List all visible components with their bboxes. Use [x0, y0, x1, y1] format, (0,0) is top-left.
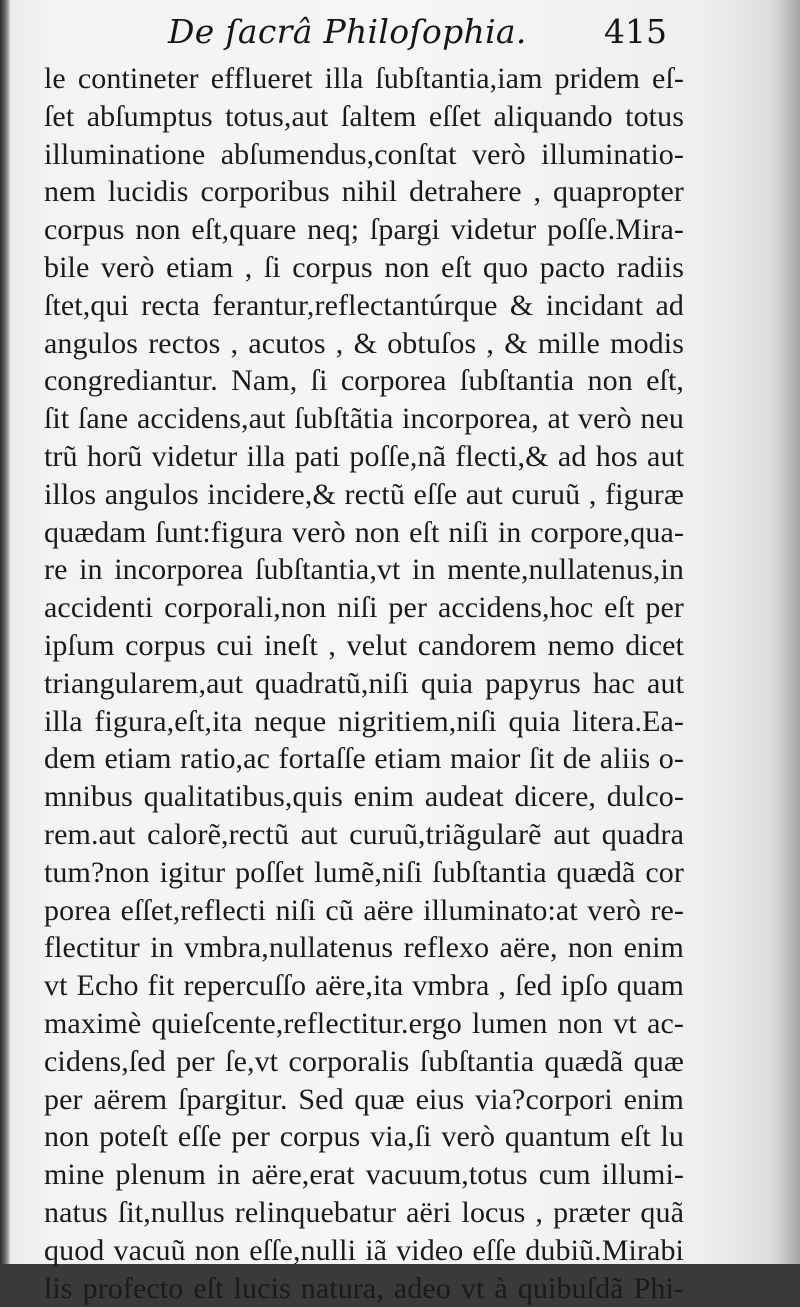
text-line: corpus non eſt,quare neq; ſpargi videtur poſſe.Mira- — [44, 211, 684, 249]
text-line: ſtet,qui recta ferantur,reflectantúrque & incidant ad — [44, 287, 684, 325]
text-line: le contineter efflueret illa ſubſtantia,iam pridem eſ- — [44, 60, 684, 98]
text-line: mine plenum in aëre,erat vacuum,totus cum illumi- — [44, 1156, 684, 1194]
text-line: nem lucidis corporibus nihil detrahere , quapropter — [44, 173, 684, 211]
text-line: vt Echo fit repercuſſo aëre,ita vmbra , ſed ipſo quam — [44, 967, 684, 1005]
text-line: tum?non igitur poſſet lumẽ,niſi ſubſtantia quædã cor — [44, 854, 684, 892]
running-head — [0, 8, 800, 60]
text-line: bile verò etiam , ſi corpus non eſt quo pacto radiis — [44, 249, 684, 287]
text-line: cidens,ſed per ſe,vt corporalis ſubſtantia quædã quæ — [44, 1043, 684, 1081]
text-line: ſet abſumptus totus,aut ſaltem eſſet aliquando totus — [44, 98, 684, 136]
page-edge-shadow — [772, 0, 800, 1264]
text-line: porea eſſet,reflecti niſi cũ aëre illuminato:at verò re- — [44, 892, 684, 930]
running-head-title: De ſacrâ Philoſophia. — [168, 12, 527, 51]
bleed-through-text — [60, 1228, 320, 1264]
text-line: per aërem ſpargitur. Sed quæ eius via?corpori enim — [44, 1081, 684, 1119]
text-line: dem etiam ratio,ac fortaſſe etiam maior ſit de aliis o- — [44, 740, 684, 778]
text-line: illa figura,eſt,ita neque nigritiem,niſi quia litera.Ea- — [44, 703, 684, 741]
text-line: ſit ſane accidens,aut ſubſtãtia incorporea, at verò neu — [44, 400, 684, 438]
text-line: trũ horũ videtur illa pati poſſe,nã flecti,& ad hos aut — [44, 438, 684, 476]
text-line: flectitur in vmbra,nullatenus reflexo aëre, non enim — [44, 929, 684, 967]
text-line: mnibus qualitatibus,quis enim audeat dicere, dulco- — [44, 778, 684, 816]
text-line: lis profecto eſt lucis natura, adeo vt à quibuſdã Phi- — [44, 1270, 684, 1307]
text-line: non poteſt eſſe per corpus via,ſi verò quantum eſt lu — [44, 1118, 684, 1156]
text-line: illuminatione abſumendus,conſtat verò illuminatio- — [44, 136, 684, 174]
page-number: 415 — [604, 12, 667, 51]
text-line: angulos rectos , acutos , & obtuſos , & mille modis — [44, 325, 684, 363]
text-line: triangularem,aut quadratũ,niſi quia papyrus hac aut — [44, 665, 684, 703]
text-line: quod vacuũ non eſſe,nulli iã video eſſe dubiũ.Mirabi — [44, 1232, 684, 1270]
text-line: maximè quieſcente,reflectitur.ergo lumen non vt ac- — [44, 1005, 684, 1043]
page-gutter-shadow — [0, 0, 10, 1264]
text-line: re in incorporea ſubſtantia,vt in mente,nullatenus,in — [44, 551, 684, 589]
body-text — [44, 60, 684, 1307]
text-line: illos angulos incidere,& rectũ eſſe aut curuũ , figuræ — [44, 476, 684, 514]
text-line: congrediantur. Nam, ſi corporea ſubſtantia non eſt, — [44, 362, 684, 400]
text-line: natus ſit,nullus relinquebatur aëri locus , præter quã — [44, 1194, 684, 1232]
text-line: rem.aut calorẽ,rectũ aut curuũ,triãgularẽ aut quadra — [44, 816, 684, 854]
text-line: ipſum corpus cui ineſt , velut candorem nemo dicet — [44, 627, 684, 665]
text-line: quædam ſunt:figura verò non eſt niſi in corpore,qua- — [44, 514, 684, 552]
text-line: accidenti corporali,non niſi per accidens,hoc eſt per — [44, 589, 684, 627]
